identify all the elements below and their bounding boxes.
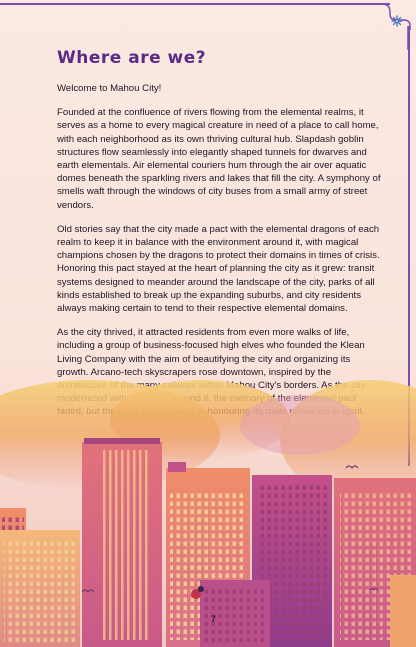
corner-flourish-icon (360, 0, 416, 50)
frame-top-line (0, 3, 390, 5)
paragraph-growth: As the city thrived, it attracted residents from even more walks of life, including a group of business-focused high elves who founded the Klean Living Company with the aim of beautifying the city and organizing its growth. Arcano-tech skyscrapers rose downtown, inspired by the many City's borders. As (57, 327, 365, 392)
page-number: 7 (211, 614, 217, 624)
page-title: Where are we? (57, 48, 207, 68)
flying-figure-head (198, 586, 204, 592)
building-left-windows (4, 538, 76, 643)
cloud-pink (240, 395, 360, 455)
paragraph-founding: Founded at the confluence of rivers flowing from the elemental realms, it serves as a home to every magical creature in need of a place to call home, with each neighborhood as its own thriving cultural hub. Slapdash goblin structures flow seamlessly into elegantly shaped tunnels for dwarves and earth elementals. Air elemental couriers hum through the air over aquatic domes beneath the sparkling rivers and lakes that fill the city. A symphony of smells waft through the windows of city buses from a small army of street vendors. (57, 107, 381, 211)
sparkle-icon (392, 16, 402, 26)
tower-center-left-stripes (100, 450, 150, 640)
paragraph-pact: Old stories say that the city made a pact with the elemental dragons of each realm to keep it in balance with the environment around it, with magical champions chosen by the dragons to protect their domains in times of crisis. Honoring this pact stayed at the heart of planning the city as it grew: transit systems designed to meander around the landscape of the city, parks of all kinds established to break up the expanding suburbs, and city residents always making certain to tend to their respective elemental domains. (57, 223, 380, 315)
city-skyline-illustration (0, 380, 416, 647)
tower-center-left-roof (84, 438, 160, 444)
paragraph-welcome: Welcome to Mahou City! (57, 83, 162, 94)
body-text (57, 82, 382, 430)
building-center-roof-box (168, 462, 186, 472)
building-foreground-right (390, 575, 416, 647)
